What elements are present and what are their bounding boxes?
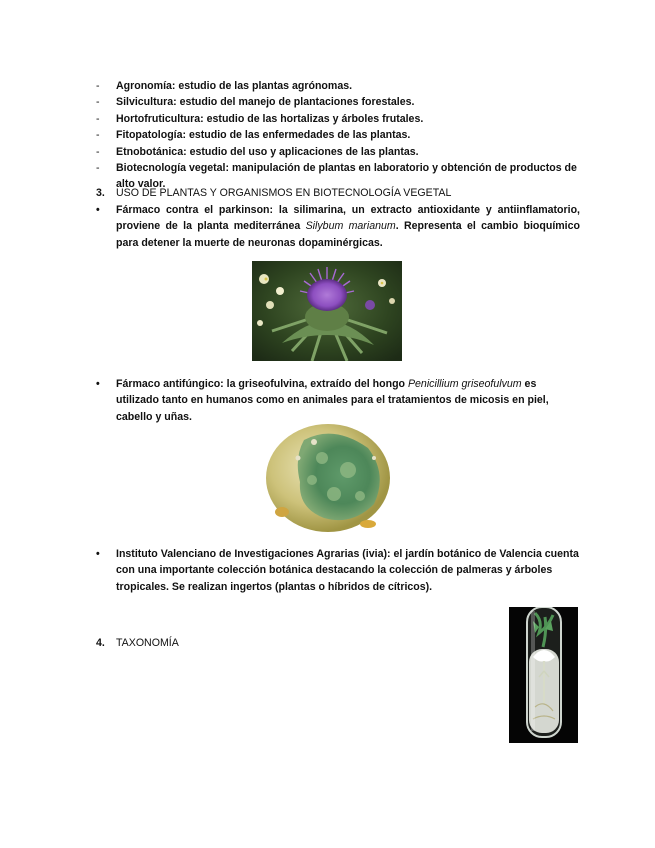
section-number: 4. <box>96 637 105 649</box>
bullet-text: Fármaco contra el parkinson: la silimarina, un extracto antioxidante y antiinflamatorio, proviene de la planta mediterránea <box>116 204 580 233</box>
dash-marker: - <box>96 112 100 125</box>
bullet-text: Instituto Valenciano de Investigaciones Agrarias (ivia): el jardín botánico de Valencia cuenta con una importante colección botánica destacando la colección de palmeras y árboles tropicales. Se realizan ingertos (plantas o híbridos de cítricos). <box>116 548 579 593</box>
bullet-marker: • <box>96 204 100 216</box>
list-item-text: Biotecnología vegetal: manipulación de plantas en laboratorio y obtención de productos de alto valor. <box>116 162 577 191</box>
section-4-heading <box>96 636 179 650</box>
section-title: TAXONOMÍA <box>116 637 179 649</box>
thistle-flower-icon <box>252 261 402 361</box>
list-item <box>96 94 580 110</box>
list-item <box>96 127 580 143</box>
dash-marker: - <box>96 162 100 175</box>
bullet-text-end: es utilizado tanto en humanos como en animales para el tratamientos de micosis en piel, cabello y uñas. <box>116 378 549 423</box>
list-item <box>96 111 580 127</box>
thistle-flower-image <box>252 261 402 361</box>
moldy-orange-image <box>264 418 392 534</box>
bullet-text-end: . Representa el cambio bioquímico para detener la muerte de neuronas dopaminérgicas. <box>116 220 580 249</box>
list-item-text: Fitopatología: estudio de las enfermedades de las plantas. <box>116 129 411 142</box>
moldy-orange-icon <box>264 418 392 534</box>
list-item-text: Etnobotánica: estudio del uso y aplicaciones de las plantas. <box>116 145 419 158</box>
section-3-heading <box>96 186 451 200</box>
bullet-marker: • <box>96 378 100 390</box>
bullet-marker: • <box>96 548 100 560</box>
bullet-parkinson <box>96 202 580 251</box>
dash-marker: - <box>96 80 100 92</box>
dash-marker: - <box>96 96 100 109</box>
dash-marker: - <box>96 129 100 142</box>
species-name: Silybum marianum <box>305 220 396 233</box>
species-name: Penicillium griseofulvum <box>407 378 522 390</box>
list-item <box>96 78 580 94</box>
dash-marker: - <box>96 145 100 158</box>
test-tube-plantlet-image <box>509 607 578 743</box>
section-number: 3. <box>96 187 105 199</box>
section-title: USO DE PLANTAS Y ORGANISMOS EN BIOTECNOLOGÍA VEGETAL <box>116 187 452 199</box>
bullet-ivia <box>96 546 580 595</box>
list-item-text: Hortofruticultura: estudio de las hortalizas y árboles frutales. <box>116 112 424 125</box>
list-item <box>96 144 580 160</box>
disciplines-list <box>96 78 580 193</box>
list-item-text: Agronomía: estudio de las plantas agrónomas. <box>116 80 353 92</box>
list-item-text: Silvicultura: estudio del manejo de plantaciones forestales. <box>116 96 415 109</box>
test-tube-plantlet-icon <box>509 607 578 743</box>
bullet-text: Fármaco antifúngico: la griseofulvina, extraído del hongo <box>116 378 408 390</box>
